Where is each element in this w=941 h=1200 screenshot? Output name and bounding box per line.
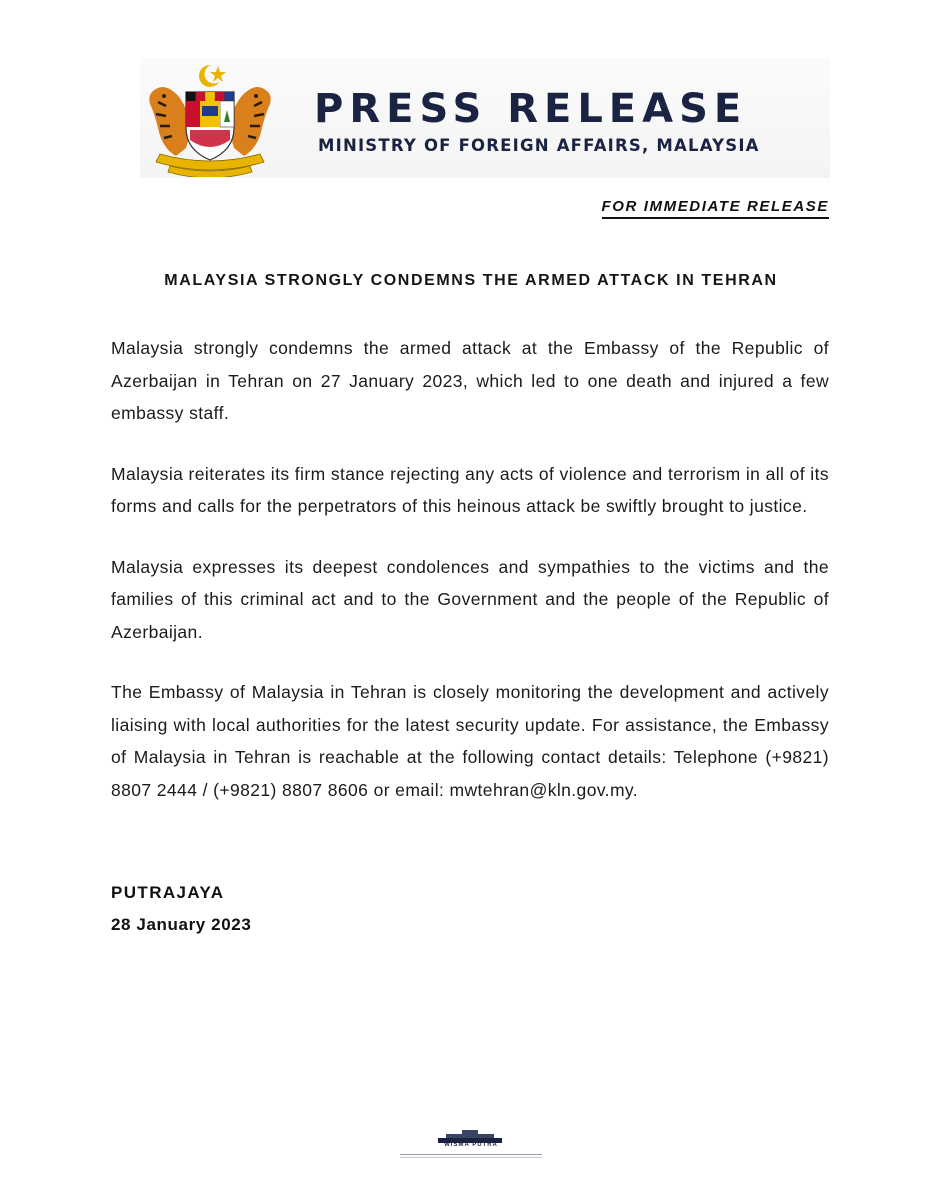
signoff-place: PUTRAJAYA [111,883,225,902]
body-paragraph: The Embassy of Malaysia in Tehran is closely monitoring the development and actively liaising with local authorities for the latest security update. For assistance, the Embassy of Malaysia in Tehran is reachable at the following contact details: Telephone (+9821) 8807 2444 / (+9821) 8807 8606 or email: mwtehran@kln.gov.my. [111,682,829,800]
body-paragraph: Malaysia expresses its deepest condolences and sympathies to the victims and the families of this criminal act and to the Government and the people of the Republic of Azerbaijan. [111,556,829,642]
press-release-headline: MALAYSIA STRONGLY CONDEMNS THE ARMED ATTACK IN TEHRAN [164,272,778,289]
body-paragraph: Malaysia strongly condemns the armed attack at the Embassy of the Republic of Azerbaijan in Tehran on 27 January 2023, which led to one death and injured a few embassy staff. [111,338,829,423]
document-title: PRESS RELEASE [314,86,748,132]
body-paragraph: Malaysia reiterates its firm stance rejecting any acts of violence and terrorism in all of its forms and calls for the perpetrators of this heinous attack be swiftly brought to justice. [111,463,829,516]
signoff-block [111,877,251,941]
press-release-body [111,332,829,834]
footer-label: WISMA PUTRA [444,1142,498,1148]
release-status: FOR IMMEDIATE RELEASE [602,198,830,219]
signoff-date: 28 January 2023 [111,915,252,934]
ministry-name: MINISTRY OF FOREIGN AFFAIRS, MALAYSIA [318,136,760,155]
malaysia-coat-of-arms-icon [140,62,280,177]
